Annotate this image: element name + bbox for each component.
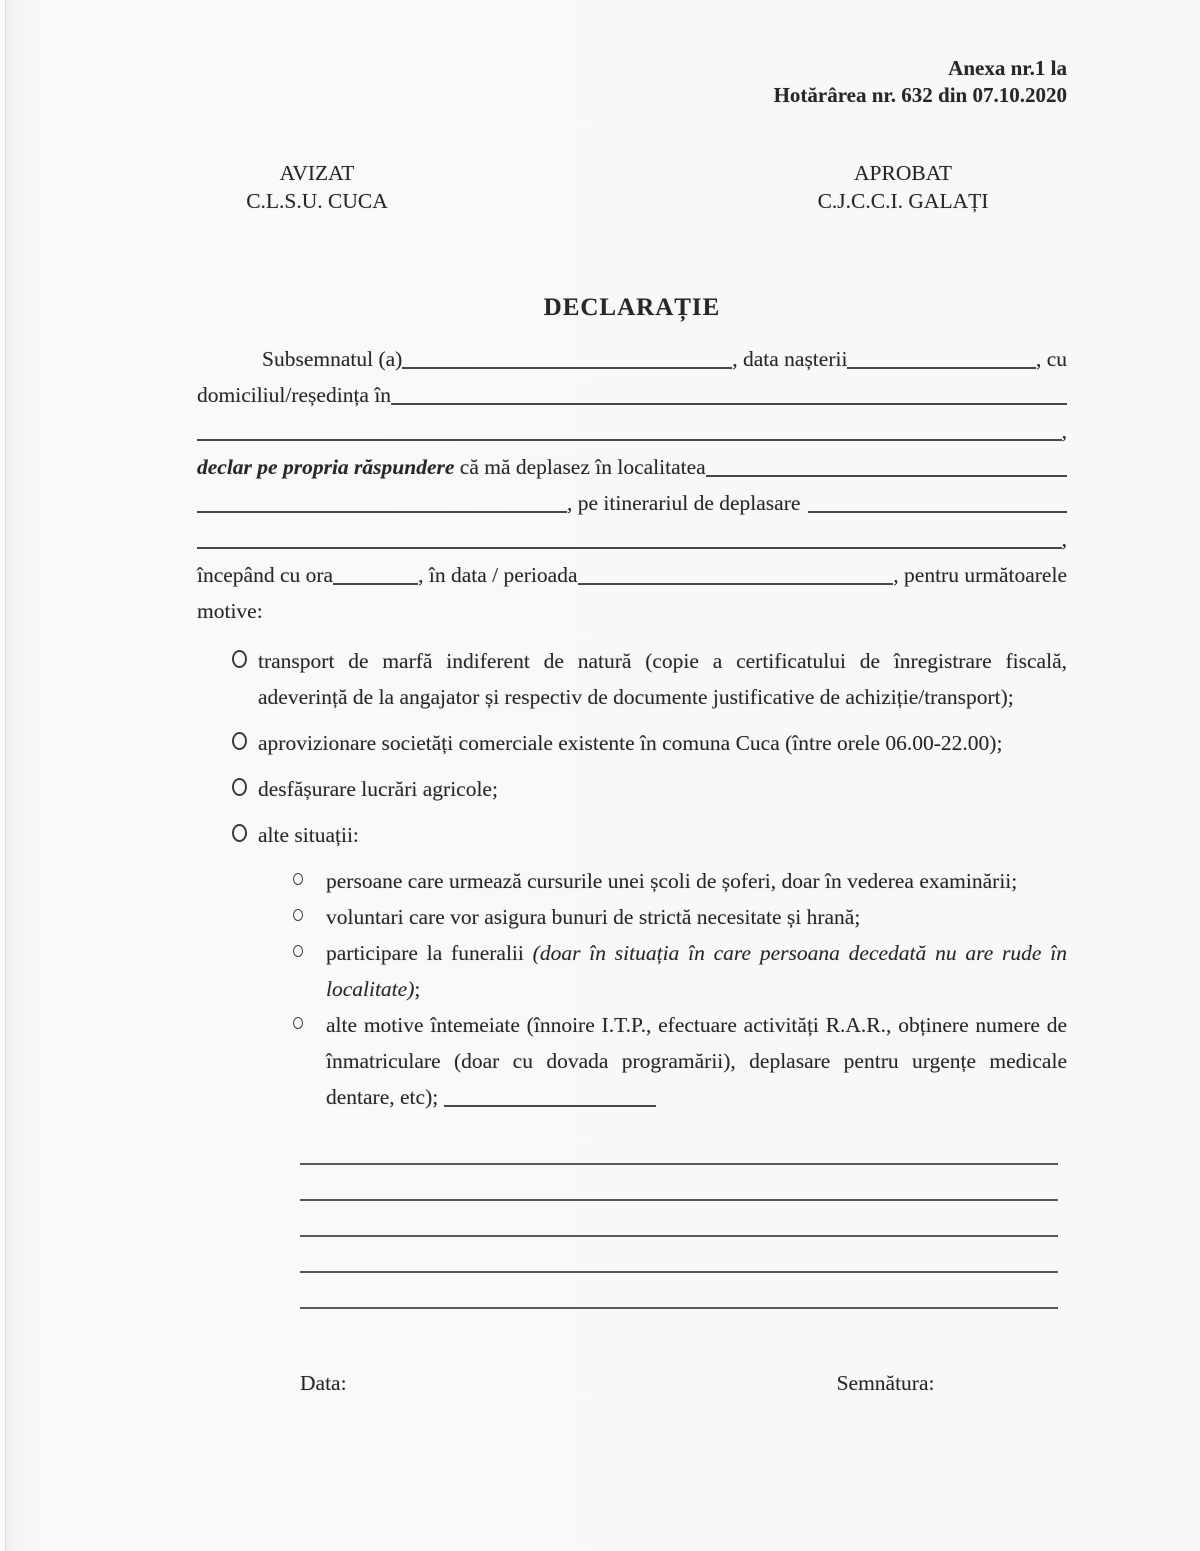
hour-blank: [333, 579, 418, 585]
bullet-circle-icon: [232, 778, 247, 796]
intro-line-7: [197, 563, 1067, 599]
sub-bullet-circle-icon: [293, 873, 303, 885]
reason-text: desfășurare lucrări agricole;: [258, 777, 498, 801]
reason-text: aprovizionare societăți comerciale existente în comuna Cuca (între orele 06.00-22.00);: [258, 731, 1003, 755]
name-blank: [402, 363, 732, 369]
document-title: DECLARAȚIE: [543, 294, 721, 321]
bullet-circle-icon: [232, 824, 247, 842]
sub-reason-item-funeralii: [293, 935, 1067, 1007]
reason-item-aprovizionare: [232, 725, 1067, 761]
annex-header: [197, 55, 1067, 109]
annex-line-2: Hotărârea nr. 632 din 07.10.2020: [773, 83, 1067, 107]
signature-row: [197, 1371, 1067, 1396]
sub-reasons-list: [197, 863, 1067, 1115]
intro-declar-emphasis: declar pe propria răspundere: [197, 455, 455, 479]
intro-line-3: [197, 419, 1067, 455]
reason-text: alte situații:: [258, 823, 359, 847]
other-reasons-blank: [444, 1101, 656, 1107]
write-in-line: [300, 1201, 1058, 1237]
sub-bullet-circle-icon: [293, 945, 303, 957]
intro-line-6: [197, 527, 1067, 563]
avizat-label: AVIZAT: [279, 161, 355, 185]
intro-domiciliu: domiciliul/reședința în: [197, 383, 392, 407]
aprobat-org: C.J.C.C.I. GALAȚI: [817, 189, 989, 213]
funeralii-normal-text: participare la funeralii: [326, 941, 533, 965]
sub-reason-text: [326, 1007, 1067, 1115]
residence-blank: [391, 399, 1067, 405]
aprobat-label: APROBAT: [854, 161, 952, 185]
comma-text: ,: [1061, 419, 1067, 443]
aprobat-block: [783, 159, 1023, 215]
intro-data-nasterii: , data nașterii: [732, 347, 848, 371]
residence-blank-2: [197, 435, 1062, 441]
intro-line-5: [197, 491, 1067, 527]
reason-item-alte-situatii: [232, 817, 1067, 853]
intro-declar-rest: că mă deplasez în localitatea: [454, 455, 706, 479]
sub-reason-item-voluntari: [293, 899, 1067, 935]
bullet-circle-icon: [232, 650, 247, 668]
bullet-circle-icon: [232, 732, 247, 750]
intro-subsemnatul: Subsemnatul (a): [262, 347, 403, 371]
sub-reason-text: persoane care urmează cursurile unei școli de șoferi, doar în vederea examinării;: [326, 869, 1018, 893]
alte-motive-text: alte motive întemeiate (înnoire I.T.P., efectuare activități R.A.R., obținere numere de înmatriculare (doar cu dovada programării), deplasare pentru urgențe medicale dentare, etc);: [326, 1013, 1067, 1109]
birthdate-blank: [847, 363, 1036, 369]
reasons-list: [197, 643, 1067, 1115]
sub-bullet-circle-icon: [293, 909, 303, 921]
approval-blocks: [197, 159, 1067, 215]
sub-bullet-circle-icon: [293, 1017, 303, 1029]
itinerary-blank: [808, 507, 1067, 513]
write-in-line: [300, 1237, 1058, 1273]
sub-reason-text: voluntari care vor asigura bunuri de strictă necesitate și hrană;: [326, 905, 861, 929]
intro-itinerariu: , pe itinerariul de deplasare: [567, 491, 801, 515]
intro-line-4: [197, 455, 1067, 491]
period-blank: [578, 579, 894, 585]
intro-motive: motive:: [197, 599, 263, 623]
avizat-org: C.L.S.U. CUCA: [246, 189, 388, 213]
sub-reason-item-alte-motive: [293, 1007, 1067, 1115]
comma-text: ,: [1061, 527, 1067, 551]
locality-blank: [706, 471, 1067, 477]
intro-perioada: , în data / perioada: [418, 563, 578, 587]
intro-paragraph: [197, 347, 1067, 635]
annex-line-1: Anexa nr.1 la: [948, 56, 1067, 80]
intro-incepand: începând cu ora: [197, 563, 334, 587]
intro-line-2: [197, 383, 1067, 419]
itinerary-blank-2: [197, 543, 1062, 549]
funeralii-italic-text: (doar în situația în care persoana decedată nu are rude în localitate): [326, 941, 1067, 1001]
signature-label: Semnătura:: [836, 1371, 935, 1395]
avizat-block: [197, 159, 437, 215]
write-in-line: [300, 1165, 1058, 1201]
locality-blank-2: [197, 507, 567, 513]
intro-cu: , cu: [1035, 347, 1067, 371]
reason-item-transport: [232, 643, 1067, 715]
intro-line-1: [197, 347, 1067, 383]
write-in-line: [300, 1273, 1058, 1309]
intro-pentru: , pentru următoarele: [893, 563, 1067, 587]
funeralii-end-text: ;: [414, 977, 421, 1001]
sub-reason-item-scoala-soferi: [293, 863, 1067, 899]
date-label: Data:: [300, 1371, 347, 1395]
write-in-lines: [300, 1129, 1058, 1309]
reason-text: transport de marfă indiferent de natură (copie a certificatului de înregistrare fiscală, adeverință de la angajator și respectiv de documente justificative de achiziție/transport);: [258, 649, 1067, 709]
sub-reason-text: [326, 935, 1067, 1007]
write-in-line: [300, 1129, 1058, 1165]
reason-item-agricole: [232, 771, 1067, 807]
intro-line-8: [197, 599, 1067, 635]
